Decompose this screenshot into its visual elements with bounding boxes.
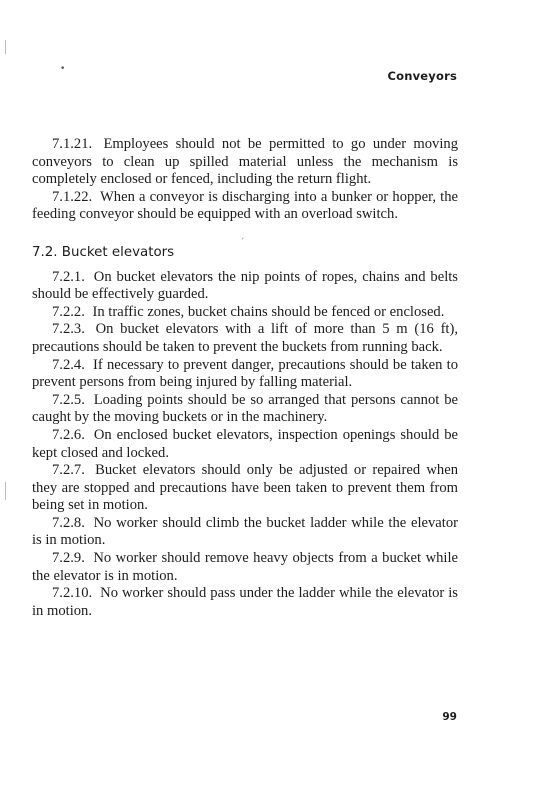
paragraph-number: 7.2.3. — [52, 321, 85, 338]
paragraph-number: 7.2.8. — [52, 514, 85, 531]
paragraph-7-2-8 — [32, 515, 458, 550]
paragraph-text: No worker should remove heavy objects from a bucket while the elevator is in motion. — [32, 550, 458, 584]
paragraph-number: 7.1.22. — [52, 188, 93, 205]
paragraph-number: 7.2.9. — [52, 550, 85, 567]
paragraph-text: On bucket elevators the nip points of ropes, chains and belts should be effectively guarded. — [32, 268, 458, 303]
paragraph-text: Loading points should be so arranged that persons cannot be caught by the moving buckets or in the machinery. — [32, 391, 458, 426]
paragraph-text: On bucket elevators with a lift of more than 5 m (16 ft), precautions should be taken to prevent the buckets from running back. — [32, 321, 458, 355]
paragraph-text: If necessary to prevent danger, precautions should be taken to prevent persons from being injured by falling material. — [32, 356, 459, 391]
paragraph-text: When a conveyor is discharging into a bunker or hopper, the feeding conveyor should be equipped with an overload switch. — [32, 188, 458, 223]
paragraph-text: Employees should not be permitted to go under moving conveyors to clean up spilled material unless the mechanism is completely enclosed or fenced, including the return flight. — [32, 136, 458, 188]
section-heading: 7.2. Bucket elevators — [32, 244, 175, 260]
paragraph-number: 7.2.1. — [52, 268, 85, 285]
page-number: 99 — [442, 711, 457, 723]
paragraph-number: 7.2.5. — [52, 391, 85, 408]
paragraph-number: 7.2.4. — [52, 356, 85, 373]
paragraph-number: 7.2.7. — [52, 462, 85, 479]
paragraph-7-2-9 — [32, 550, 458, 585]
page-edge-mark — [5, 40, 6, 54]
paragraph-7-1-21 — [32, 136, 458, 189]
paragraph-7-2-4 — [32, 357, 458, 392]
running-header: Conveyors — [387, 69, 457, 83]
paragraph-7-2-2 — [32, 304, 458, 322]
paragraph-7-2-6 — [32, 427, 458, 462]
print-speck: • — [60, 64, 66, 74]
paragraph-7-1-22 — [32, 189, 458, 224]
print-speck: ˊ — [240, 238, 245, 248]
page-body — [32, 136, 458, 620]
paragraph-text: On enclosed bucket elevators, inspection openings should be kept closed and locked. — [32, 426, 458, 461]
paragraph-7-2-1 — [32, 269, 458, 304]
paragraph-7-2-3 — [32, 321, 458, 356]
paragraph-7-2-7 — [32, 462, 458, 515]
paragraph-text: No worker should pass under the ladder while the elevator is in motion. — [32, 585, 458, 619]
paragraph-text: In traffic zones, bucket chains should be fenced or enclosed. — [92, 303, 445, 320]
paragraph-number: 7.2.6. — [52, 426, 85, 443]
paragraph-text: No worker should climb the bucket ladder while the elevator is in motion. — [32, 514, 458, 549]
paragraph-7-2-10 — [32, 585, 458, 620]
page-edge-mark — [5, 482, 6, 500]
paragraph-number: 7.1.21. — [52, 136, 93, 152]
paragraph-number: 7.2.10. — [52, 585, 93, 602]
paragraph-7-2-5 — [32, 392, 458, 427]
paragraph-text: Bucket elevators should only be adjusted or repaired when they are stopped and precautions have been taken to prevent them from being set in motion. — [32, 462, 458, 514]
paragraph-number: 7.2.2. — [52, 303, 85, 320]
